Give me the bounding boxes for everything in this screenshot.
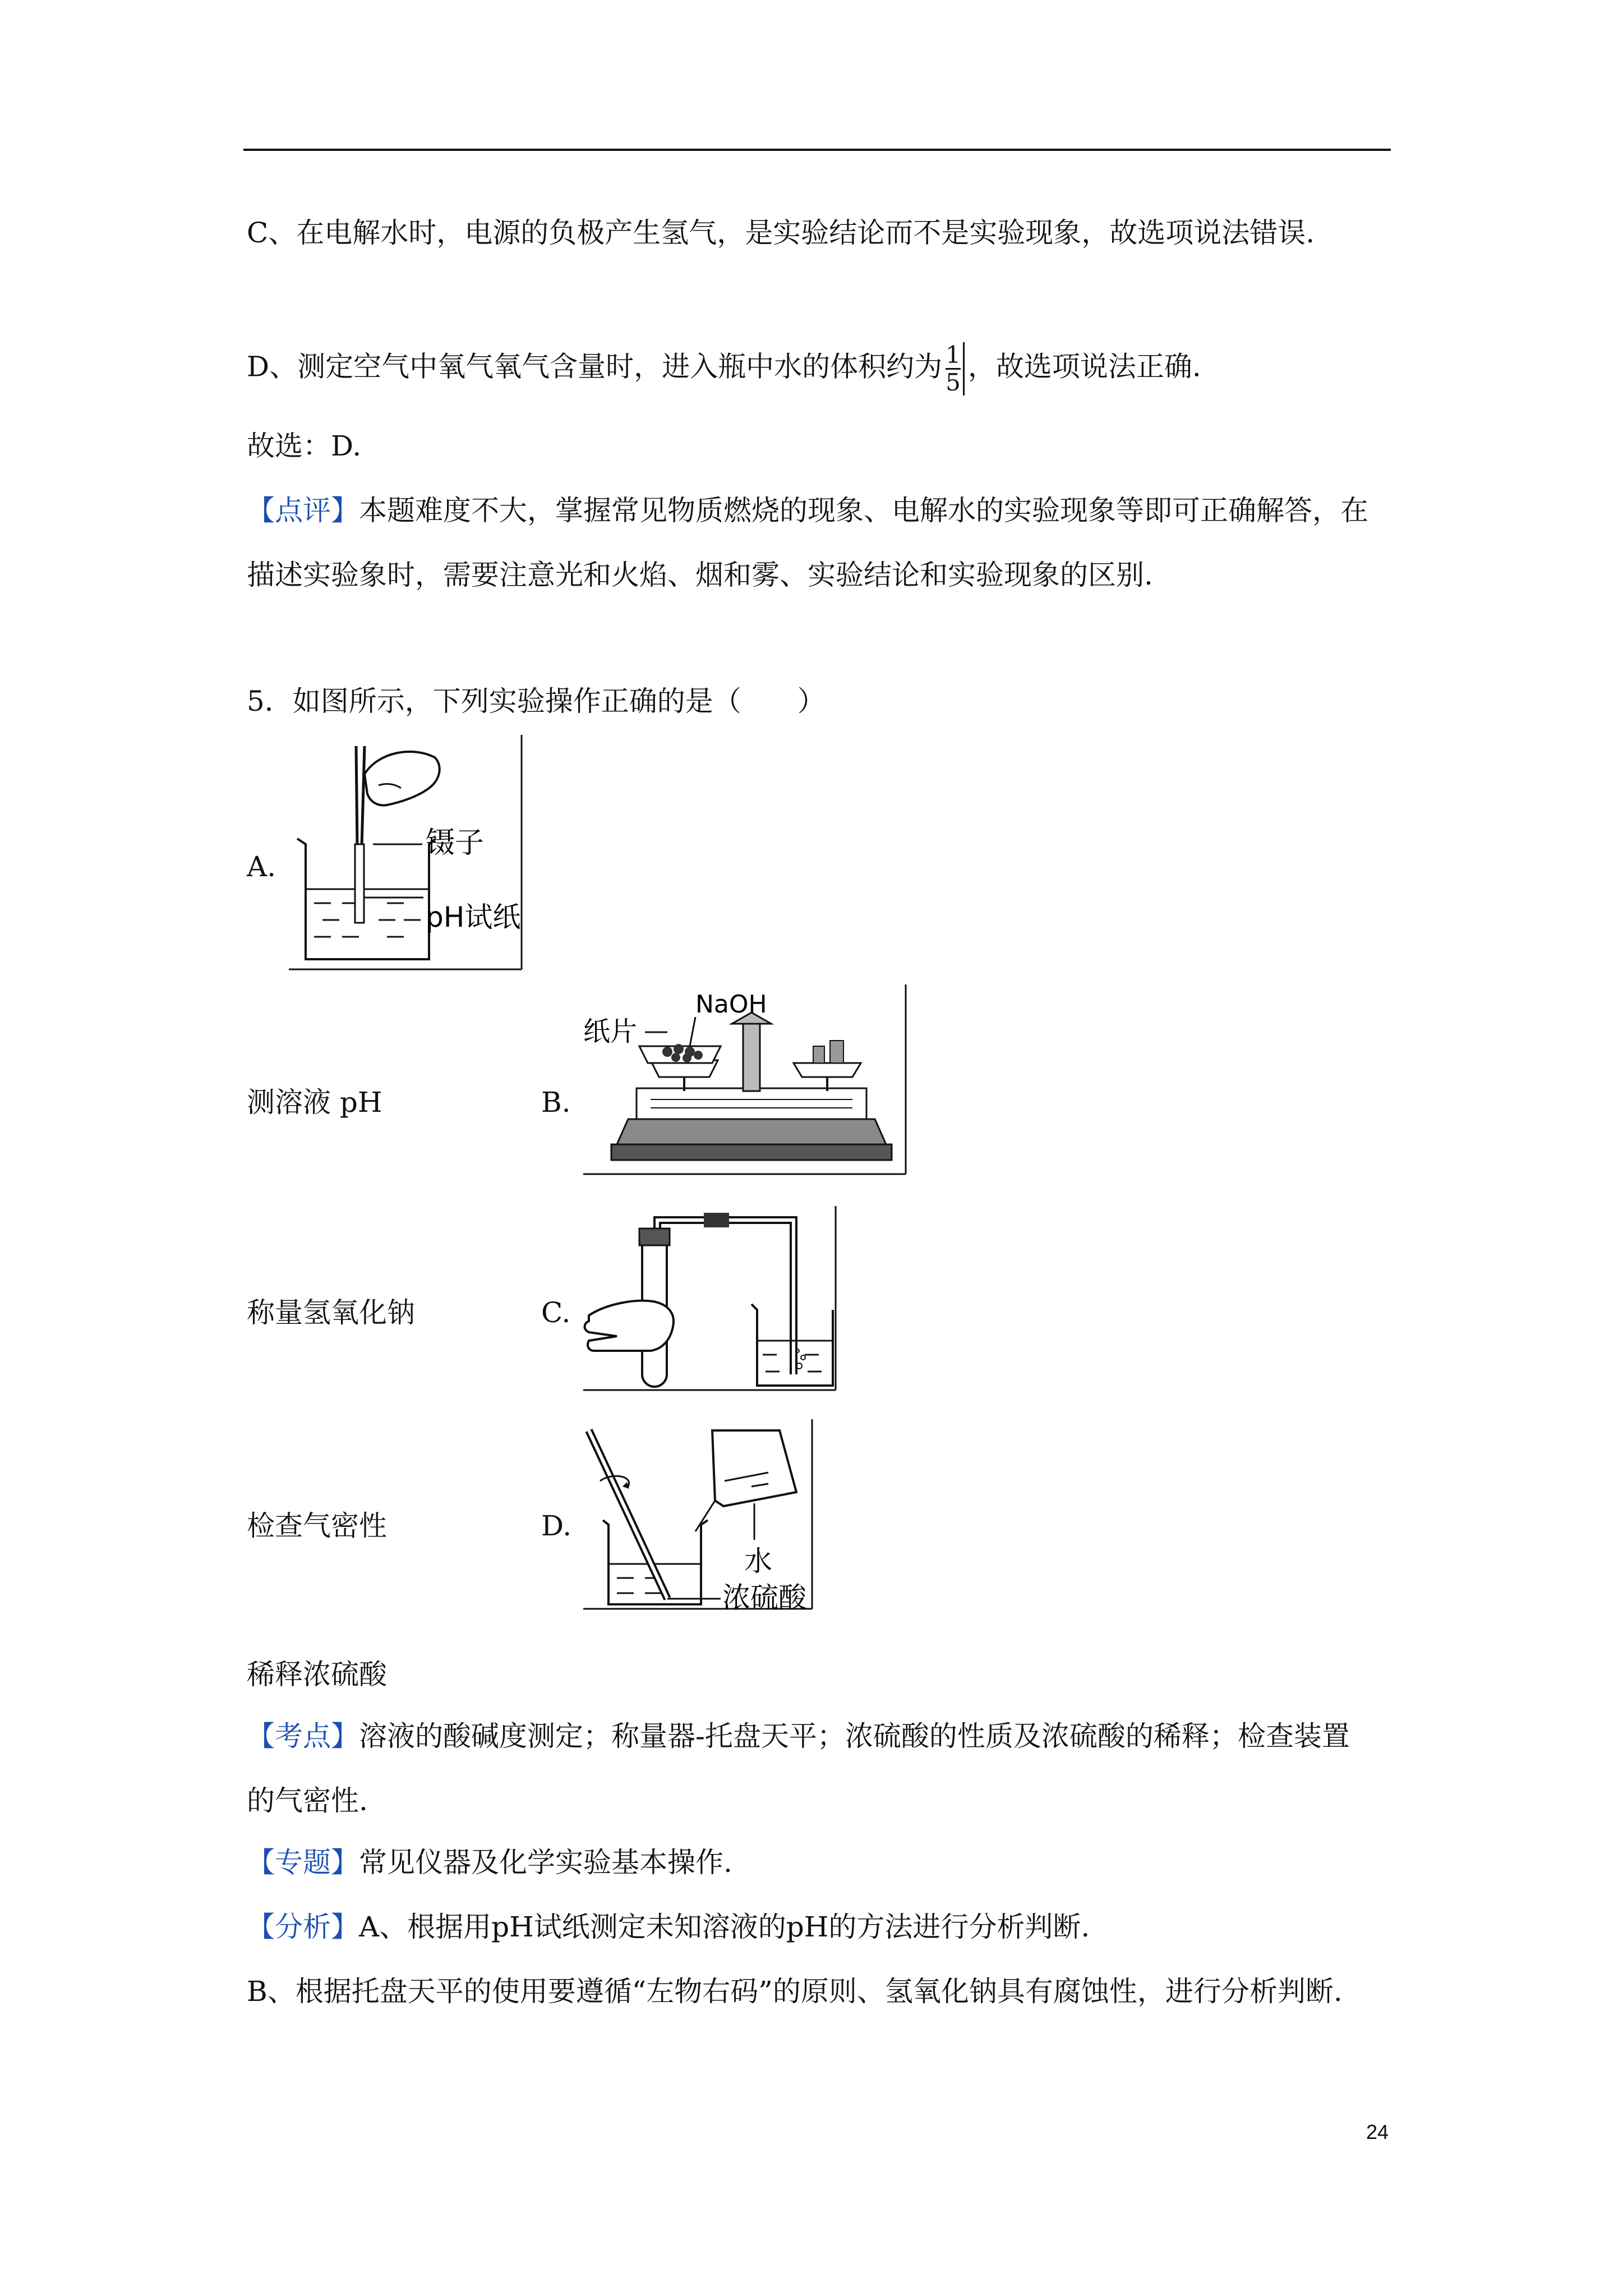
label-tweezers: 镊子	[426, 826, 485, 860]
kaodian-tag: 【考点】	[247, 1720, 359, 1752]
option-d-post: ，故选项说法正确.	[967, 350, 1201, 383]
option-a-caption: 测溶液 pH	[247, 1086, 382, 1119]
zhuanti-text: 常见仪器及化学实验基本操作.	[359, 1846, 732, 1879]
header-rule	[243, 149, 1391, 151]
option-b-label: B.	[541, 1086, 571, 1119]
figure-b-balance	[583, 984, 909, 1175]
figure-d-dilute-acid	[583, 1419, 819, 1610]
label-water: 水	[744, 1545, 772, 1577]
zhuanti-line	[247, 1843, 732, 1882]
option-d-pre: D、测定空气中氧气氧气含量时，进入瓶中水的体积约为	[247, 350, 943, 383]
fenxi-tag: 【分析】	[247, 1911, 359, 1943]
page-number: 24	[1366, 2120, 1389, 2143]
fenxi-text-1: A、根据用pH试纸测定未知溶液的pH的方法进行分析判断.	[359, 1911, 1090, 1943]
review-tag: 【点评】	[247, 494, 359, 527]
kaodian-line-1	[247, 1717, 1350, 1756]
answer-text: 故选：D.	[247, 430, 362, 462]
label-ph-paper: pH试纸	[426, 901, 521, 933]
review-line-1	[247, 491, 1368, 530]
fraction	[946, 342, 965, 395]
option-c-label: C.	[541, 1296, 571, 1329]
option-a-label: A.	[247, 850, 276, 883]
option-b-caption: 称量氢氧化钠	[247, 1296, 415, 1329]
review-text-1: 本题难度不大，掌握常见物质燃烧的现象、电解水的实验现象等即可正确解答，在	[359, 494, 1368, 527]
label-naoh: NaOH	[695, 990, 767, 1019]
option-c-caption: 检查气密性	[247, 1510, 387, 1542]
option-d-label: D.	[541, 1510, 572, 1542]
figure-a-ph-test	[289, 735, 524, 970]
kaodian-line-2: 的气密性.	[247, 1784, 368, 1817]
option-d-text	[247, 342, 1201, 395]
fenxi-line-1	[247, 1907, 1090, 1947]
option-d-caption: 稀释浓硫酸	[247, 1658, 387, 1691]
review-line-2: 描述实验象时，需要注意光和火焰、烟和雾、实验结论和实验现象的区别.	[247, 559, 1153, 591]
kaodian-text-1: 溶液的酸碱度测定；称量器-托盘天平；浓硫酸的性质及浓硫酸的稀释；检查装置	[359, 1720, 1350, 1752]
label-paper: 纸片	[583, 1016, 638, 1047]
option-c-text: C、在电解水时，电源的负极产生氢气，是实验结论而不是实验现象，故选项说法错误.	[247, 217, 1315, 249]
fraction-numerator: 1	[946, 341, 961, 369]
figure-c-airtight-check	[583, 1206, 838, 1391]
fenxi-line-2: B、根据托盘天平的使用要遵循“左物右码”的原则、氢氧化钠具有腐蚀性，进行分析判断.	[247, 1975, 1343, 2008]
question-5: 5．如图所示，下列实验操作正确的是（ ）	[247, 685, 826, 717]
zhuanti-tag: 【专题】	[247, 1846, 359, 1879]
label-conc-acid: 浓硫酸	[722, 1581, 806, 1610]
fraction-denominator: 5	[946, 369, 961, 396]
